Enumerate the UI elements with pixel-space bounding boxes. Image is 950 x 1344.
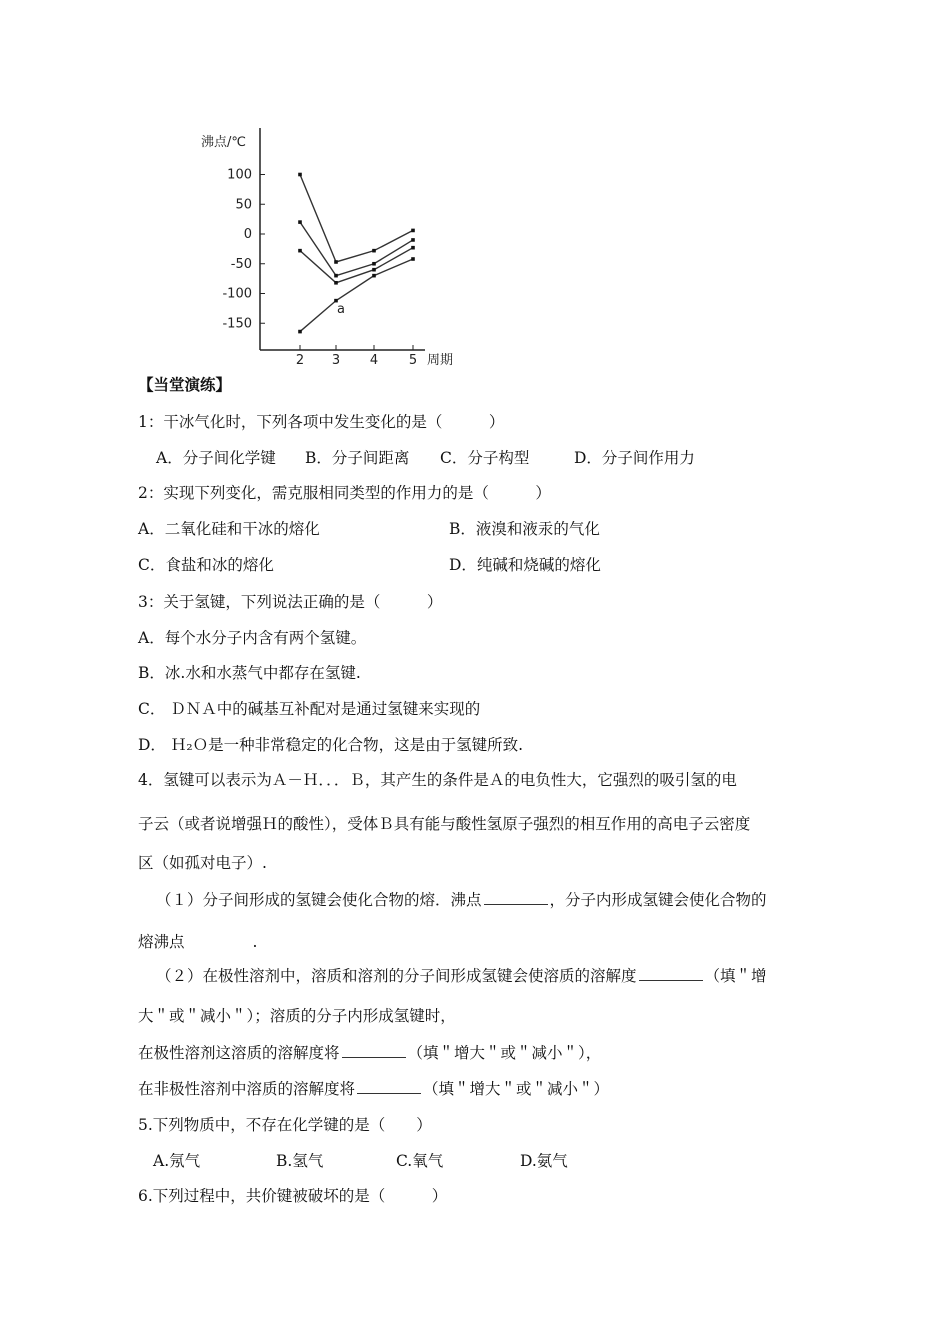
q4-part4-text-b: （填＂增大＂或＂减小＂） xyxy=(423,1080,610,1098)
q4-blank-5[interactable] xyxy=(357,1079,421,1094)
x-tick-label: 4 xyxy=(369,353,379,368)
data-point-top xyxy=(334,260,338,264)
q4-part3-text-b: （填＂增大＂或＂减小＂）， xyxy=(407,1044,602,1062)
q4-part4-line xyxy=(138,1079,609,1099)
q2-option-c: C．食盐和冰的熔化 xyxy=(138,556,274,574)
series-a-annotation: a xyxy=(337,302,345,317)
data-point-second xyxy=(298,220,302,224)
q1-option-a: A．分子间化学键 xyxy=(156,449,276,467)
boiling-point-chart xyxy=(195,120,475,370)
q2-option-b: B．液溴和液汞的气化 xyxy=(449,520,600,538)
q4-part2-text-a: （２）在极性溶剂中，溶质和溶剂的分子间形成氢键会使溶质的溶解度 xyxy=(156,967,637,985)
q4-blank-1[interactable] xyxy=(484,890,548,905)
data-point-a xyxy=(411,257,415,261)
data-point-a xyxy=(372,274,376,278)
q6-stem: 6.下列过程中，共价键被破坏的是（ ） xyxy=(138,1187,448,1205)
q3-option-a: A．每个水分子内含有两个氢键。 xyxy=(138,629,367,647)
q2-stem: 2：实现下列变化，需克服相同类型的作用力的是（ ） xyxy=(138,484,551,502)
y-axis-label: 沸点/℃ xyxy=(201,135,246,150)
y-tick-label: -50 xyxy=(230,256,252,272)
x-tick-label: 5 xyxy=(408,353,418,368)
q1-option-b: B．分子间距离 xyxy=(305,449,410,467)
q1-option-c: C．分子构型 xyxy=(440,449,530,467)
q2-option-d: D．纯碱和烧碱的熔化 xyxy=(449,556,601,574)
data-point-third xyxy=(372,268,376,272)
x-tick-label: 3 xyxy=(331,353,341,368)
q3-option-d: D． Ｈ₂Ｏ是一种非常稳定的化合物，这是由于氢键所致. xyxy=(138,736,523,754)
q5-option-c: C.氧气 xyxy=(396,1152,444,1170)
q3-option-b: B．冰.水和水蒸气中都存在氢键. xyxy=(138,664,361,682)
q5-option-a: A.氖气 xyxy=(153,1152,201,1170)
q4-part1-text-b: ，分子内形成氢键会使化合物的 xyxy=(549,891,767,909)
section-title: 【当堂演练】 xyxy=(138,375,232,394)
x-ticks xyxy=(296,345,417,368)
y-ticks xyxy=(222,168,265,332)
data-point-third xyxy=(411,246,415,250)
q4-part3-text-a: 在极性溶剂这溶质的溶解度将 xyxy=(138,1044,340,1062)
q4-part2-text-b: （填＂增 xyxy=(704,967,767,985)
q5-stem: 5.下列物质中，不存在化学键的是（ ） xyxy=(138,1116,432,1134)
q2-option-a: A．二氧化硅和干冰的熔化 xyxy=(138,520,320,538)
data-point-top xyxy=(411,229,415,233)
q4-part3-line xyxy=(138,1043,601,1063)
data-point-second xyxy=(334,274,338,278)
q5-option-d: D.氨气 xyxy=(520,1152,568,1170)
y-tick-label: -150 xyxy=(222,316,252,332)
data-point-second xyxy=(372,262,376,266)
data-point-third xyxy=(298,249,302,253)
series-line-second xyxy=(300,222,413,276)
series-line-third xyxy=(300,248,413,283)
q4-part1-text-a: （１）分子间形成的氢键会使化合物的熔．沸点 xyxy=(156,891,482,909)
y-tick-label: -100 xyxy=(222,286,252,302)
data-point-third xyxy=(334,281,338,285)
q3-option-c: C． ＤＮＡ中的碱基互补配对是通过氢键来实现的 xyxy=(138,700,481,718)
q4-blank-4[interactable] xyxy=(342,1043,406,1058)
chart-series xyxy=(298,173,415,334)
q4-part4-text-a: 在非极性溶剂中溶质的溶解度将 xyxy=(138,1080,356,1098)
q5-option-b: B.氢气 xyxy=(276,1152,324,1170)
y-tick-label: 0 xyxy=(243,227,252,242)
data-point-second xyxy=(411,238,415,242)
y-tick-label: 100 xyxy=(227,167,252,183)
q4-part1-line xyxy=(156,890,767,910)
data-point-top xyxy=(372,249,376,253)
x-axis-label: 周期 xyxy=(427,353,454,368)
q4-part1-text-c: 熔沸点 xyxy=(138,933,185,951)
q4-line-3: 区（如孤对电子）. xyxy=(138,854,267,872)
q4-part2-line xyxy=(156,966,767,986)
q1-stem: 1：干冰气化时，下列各项中发生变化的是（ ） xyxy=(138,413,505,431)
x-tick-label: 2 xyxy=(295,353,305,368)
q1-option-d: D．分子间作用力 xyxy=(574,449,695,467)
y-tick-label: 50 xyxy=(235,197,252,213)
series-line-top xyxy=(300,175,413,262)
q4-part2-cont: 大＂或＂减小＂）；溶质的分子内形成氢键时， xyxy=(138,1007,456,1025)
data-point-top xyxy=(298,173,302,177)
q4-blank-3[interactable] xyxy=(639,966,703,981)
q4-line-1: 4．氢键可以表示为Ａ－Ｈ．．．Ｂ，其产生的条件是Ａ的电负性大，它强烈的吸引氢的电 xyxy=(138,771,737,789)
q4-part1-cont xyxy=(138,932,257,952)
data-point-a xyxy=(298,330,302,334)
q4-line-2: 子云（或者说增强Ｈ的酸性），受体Ｂ具有能与酸性氢原子强烈的相互作用的高电子云密度 xyxy=(138,815,751,833)
q3-stem: 3：关于氢键，下列说法正确的是（ ） xyxy=(138,593,443,611)
q4-part1-text-d: . xyxy=(252,933,258,951)
